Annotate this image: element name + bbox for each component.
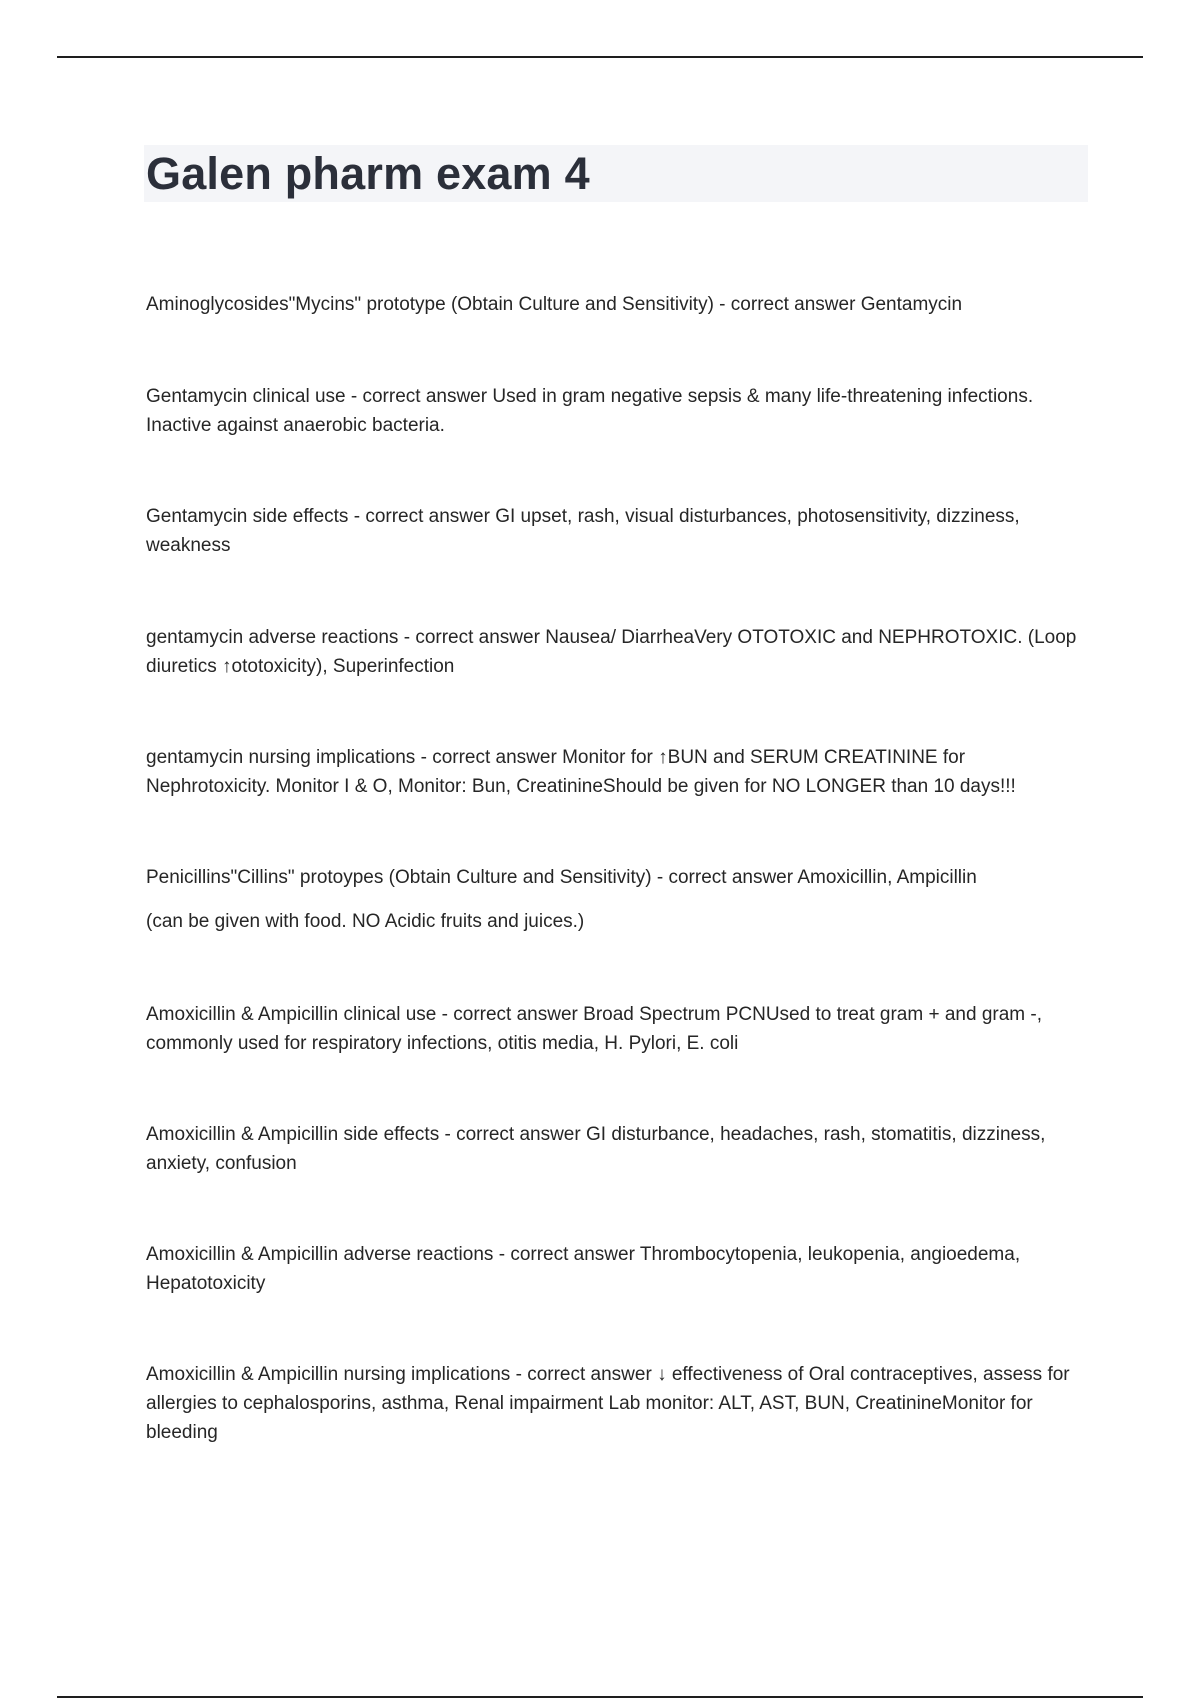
answer-label: correct answer bbox=[668, 867, 794, 888]
question-text: Amoxicillin & Ampicillin side effects bbox=[146, 1124, 440, 1145]
bottom-rule bbox=[57, 1696, 1143, 1698]
answer-label: correct answer bbox=[456, 1124, 581, 1145]
separator: - bbox=[713, 294, 731, 315]
separator: - bbox=[348, 506, 366, 527]
answer-label: correct answer bbox=[365, 506, 490, 527]
separator: - bbox=[398, 627, 416, 648]
answer-label: correct answer bbox=[453, 1004, 578, 1025]
answer-text: GI disturbance, headaches, rash, stomatitis, dizziness, anxiety, confusion bbox=[146, 1124, 1046, 1174]
page-title: Galen pharm exam 4 bbox=[146, 148, 590, 199]
separator: - bbox=[345, 386, 363, 407]
question-text: gentamycin adverse reactions bbox=[146, 627, 399, 648]
answer-text: Used in gram negative sepsis & many life-threatening infections. Inactive against anaerobic bacteria. bbox=[146, 386, 1034, 436]
answer-label: correct answer bbox=[510, 1244, 635, 1265]
question-text: Gentamycin side effects bbox=[146, 506, 349, 527]
answer-text: Broad Spectrum PCNUsed to treat gram + and gram -, commonly used for respiratory infections, otitis media, H. Pylori, E. coli bbox=[146, 1004, 1042, 1054]
answer-text: Thrombocytopenia, leukopenia, angioedema, Hepatotoxicity bbox=[146, 1244, 1021, 1294]
answer-text: Nausea/ DiarrheaVery OTOTOXIC and NEPHROTOXIC. (Loop diuretics ↑ototoxicity), Superinfection bbox=[146, 627, 1077, 677]
qa-entry-4 bbox=[146, 623, 1090, 681]
qa-entry-3 bbox=[146, 502, 1090, 560]
qa-entry-8 bbox=[146, 1120, 1090, 1178]
answer-label: correct answer bbox=[415, 627, 540, 648]
top-rule bbox=[57, 56, 1143, 58]
answer-text: GI upset, rash, visual disturbances, photosensitivity, dizziness, weakness bbox=[146, 506, 1020, 556]
question-text: gentamycin nursing implications bbox=[146, 747, 416, 768]
question-text: Amoxicillin & Ampicillin clinical use bbox=[146, 1004, 437, 1025]
question-text: Aminoglycosides"Mycins" prototype (Obtain Culture and Sensitivity) bbox=[146, 294, 714, 315]
answer-label: correct answer bbox=[362, 386, 488, 407]
answer-text: Amoxicillin, Ampicillin bbox=[797, 867, 977, 888]
qa-entry-6 bbox=[146, 863, 1090, 936]
separator: - bbox=[493, 1244, 511, 1265]
question-text: Gentamycin clinical use bbox=[146, 386, 346, 407]
separator: - bbox=[439, 1124, 457, 1145]
answer-label: correct answer bbox=[432, 747, 557, 768]
separator: - bbox=[651, 867, 669, 888]
question-text: Amoxicillin & Ampicillin nursing implications bbox=[146, 1364, 511, 1385]
answer-text: Gentamycin bbox=[860, 294, 963, 315]
separator: - bbox=[510, 1364, 528, 1385]
answer-text: Monitor for ↑BUN and SERUM CREATININE for Nephrotoxicity. Monitor I & O, Monitor: Bun, CreatinineShould be given for NO LONGER than 10 days!!! bbox=[146, 747, 1016, 797]
qa-entry-2 bbox=[146, 382, 1090, 440]
question-text: Penicillins"Cillins" protoypes (Obtain Culture and Sensitivity) bbox=[146, 867, 652, 888]
separator: - bbox=[436, 1004, 454, 1025]
answer-label: correct answer bbox=[527, 1364, 652, 1385]
qa-entry-5 bbox=[146, 743, 1090, 801]
qa-entry-1 bbox=[146, 290, 1090, 319]
separator: - bbox=[415, 747, 433, 768]
qa-entry-10 bbox=[146, 1360, 1090, 1447]
answer-note: (can be given with food. NO Acidic fruits and juices.) bbox=[146, 911, 585, 932]
qa-entry-7 bbox=[146, 1000, 1090, 1058]
qa-entry-9 bbox=[146, 1240, 1090, 1298]
answer-label: correct answer bbox=[730, 294, 856, 315]
question-text: Amoxicillin & Ampicillin adverse reactions bbox=[146, 1244, 494, 1265]
answer-text: ↓ effectiveness of Oral contraceptives, assess for allergies to cephalosporins, asthma, Renal impairment Lab monitor: ALT, AST, BUN, CreatinineMonitor for bleeding bbox=[146, 1364, 1070, 1443]
